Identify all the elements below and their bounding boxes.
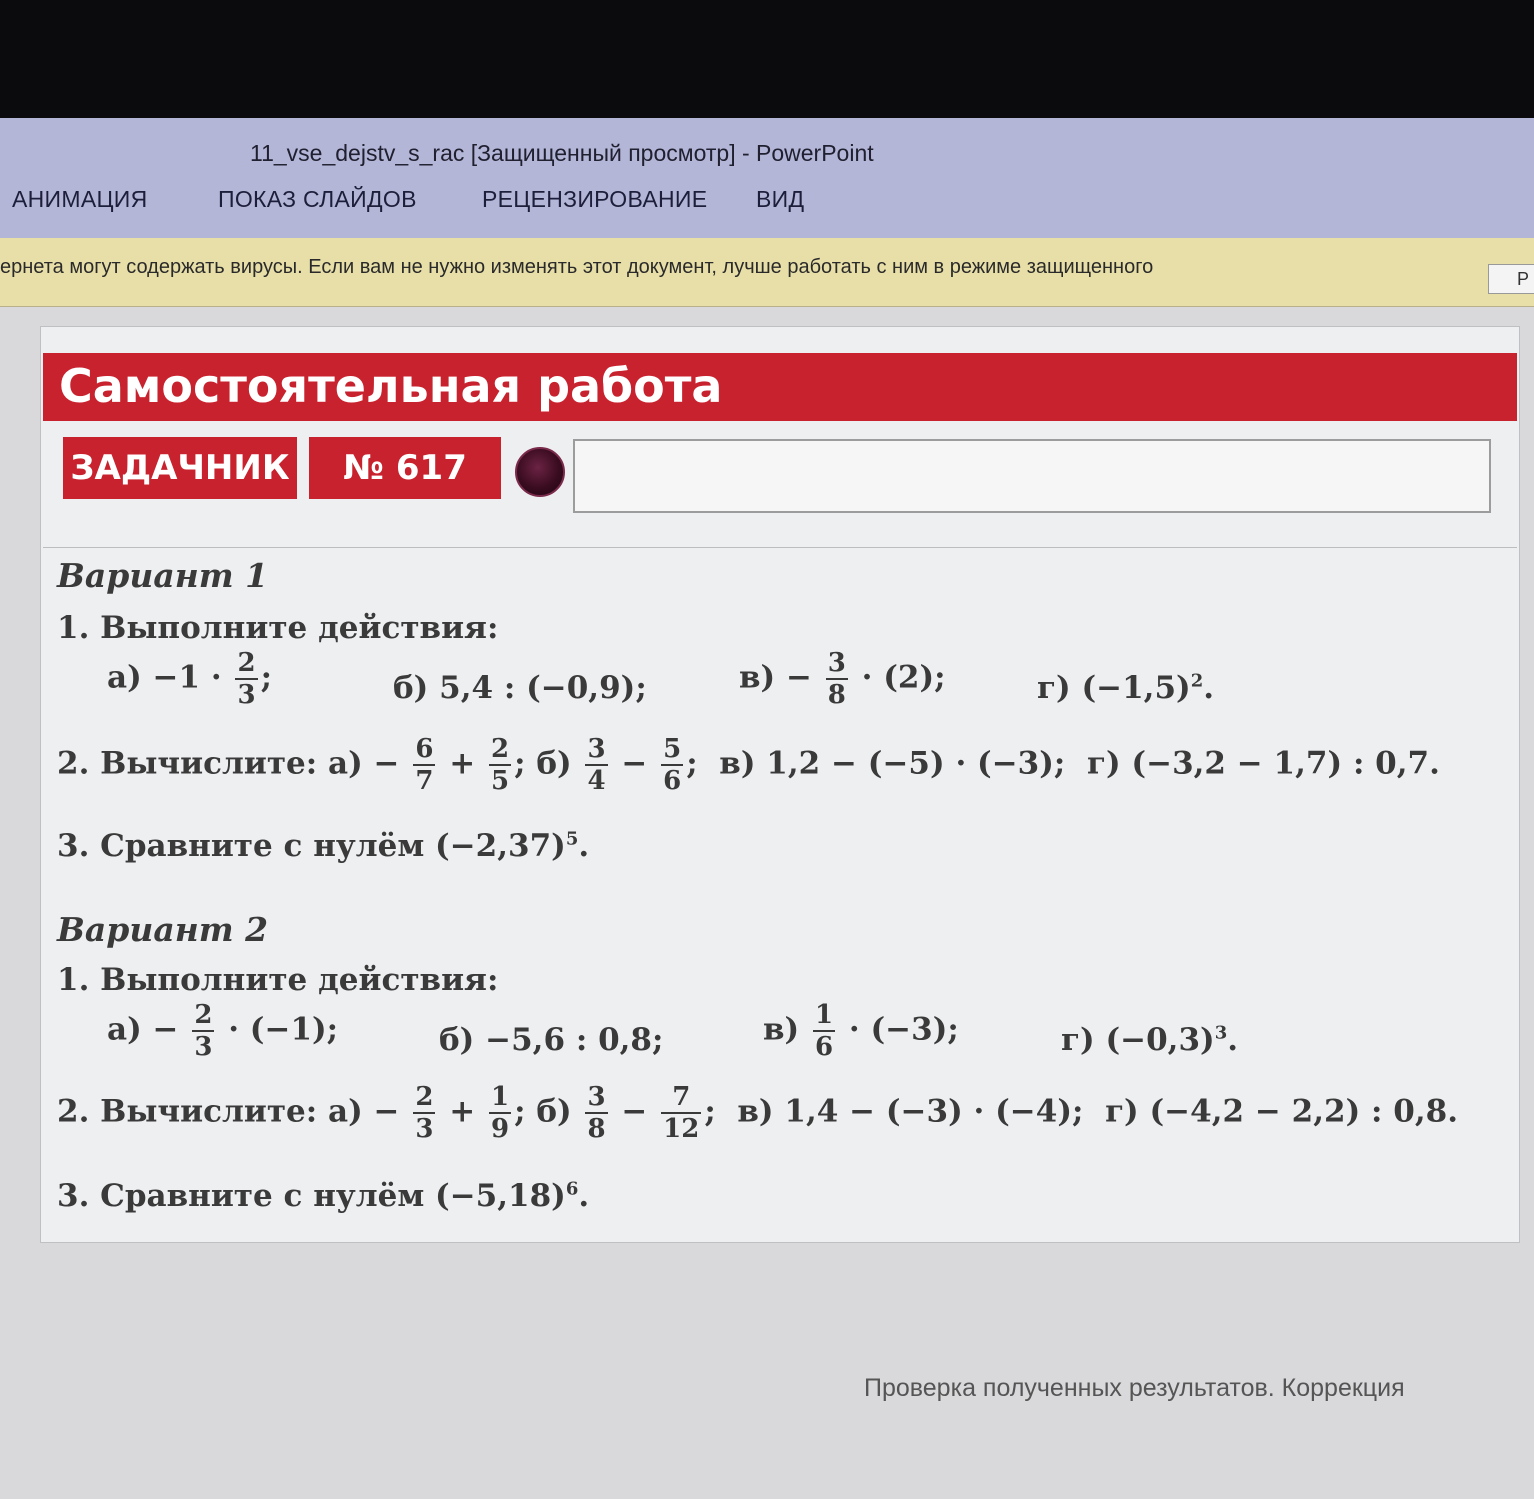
next-slide-preview-text: Проверка полученных результатов. Коррекция — [864, 1374, 1405, 1402]
ribbon-tabs — [0, 176, 1534, 238]
window-title: 11_vse_dejstv_s_rac [Защищенный просмотр] - PowerPoint — [250, 140, 874, 166]
tab-animation[interactable]: АНИМАЦИЯ — [12, 186, 148, 212]
slide-title: Самостоятельная работа — [59, 359, 723, 413]
v1-task1-title: 1. Выполните действия: — [57, 610, 499, 646]
v1-task1-b: б) 5,4 : (−0,9); — [393, 670, 647, 706]
v2-task1-g: г) $(-0,3)^3$. — [1061, 1022, 1239, 1058]
zadachnik-button[interactable]: ЗАДАЧНИК — [63, 437, 297, 499]
protected-view-bar — [0, 238, 1534, 307]
v2-task3: 3. Сравните с нулём $(-5,18)^6$. — [57, 1178, 590, 1214]
variant-1-heading: Вариант 1 — [57, 556, 269, 595]
answer-box[interactable] — [573, 439, 1491, 513]
record-dot-icon[interactable] — [515, 447, 565, 497]
variant-2-heading: Вариант 2 — [57, 910, 269, 949]
protected-view-message: ернета могут содержать вирусы. Если вам не нужно изменять этот документ, лучше работать с ним в режиме защищенного — [0, 256, 1154, 278]
tab-slideshow[interactable]: ПОКАЗ СЛАЙДОВ — [218, 186, 417, 212]
v1-task1-g: г) $(-1,5)^2$. — [1037, 670, 1215, 706]
title-bar — [0, 118, 1534, 176]
v2-task1-a: а) − $\frac{2}{3}$ · (−1); — [107, 1000, 339, 1062]
v2-task1-v: в) $\frac{1}{6}$ · (−3); — [763, 1000, 959, 1062]
v2-task2: 2. Вычислите: а) − $\frac{2}{3}$ + $\frac{1}{9}$ ; б) $\frac{3}{8}$ − $\frac{7}{12}$ ; в) 1,4 − (−3) · (−4); г) (−4,2 − 2,2) : 0,8. — [57, 1082, 1459, 1144]
v1-task3: 3. Сравните с нулём $(-2,37)^5$. — [57, 828, 590, 864]
tab-review[interactable]: РЕЦЕНЗИРОВАНИЕ — [482, 186, 708, 212]
v1-task1-v: в) − $\frac{3}{8}$ · (2); — [739, 648, 946, 710]
enable-editing-button[interactable]: Р — [1488, 264, 1534, 294]
v1-task2: 2. Вычислите: а) − $\frac{6}{7}$ + $\frac{2}{5}$ ; б) $\frac{3}{4}$ − $\frac{5}{6}$ ; в) 1,2 − (−5) · (−3); г) (−3,2 − 1,7) : 0,7. — [57, 734, 1440, 796]
tab-view[interactable]: ВИД — [756, 186, 805, 212]
v2-task1-title: 1. Выполните действия: — [57, 962, 499, 998]
monitor-bezel — [0, 0, 1534, 118]
task-number-button[interactable]: № 617 — [309, 437, 501, 499]
v2-task1-b: б) −5,6 : 0,8; — [439, 1022, 664, 1058]
tasks-area — [43, 547, 1517, 1240]
slide-title-banner — [43, 353, 1517, 421]
v1-task1-a: а) −1 · $\frac{2}{3}$ ; — [107, 648, 273, 710]
slide — [40, 326, 1520, 1243]
